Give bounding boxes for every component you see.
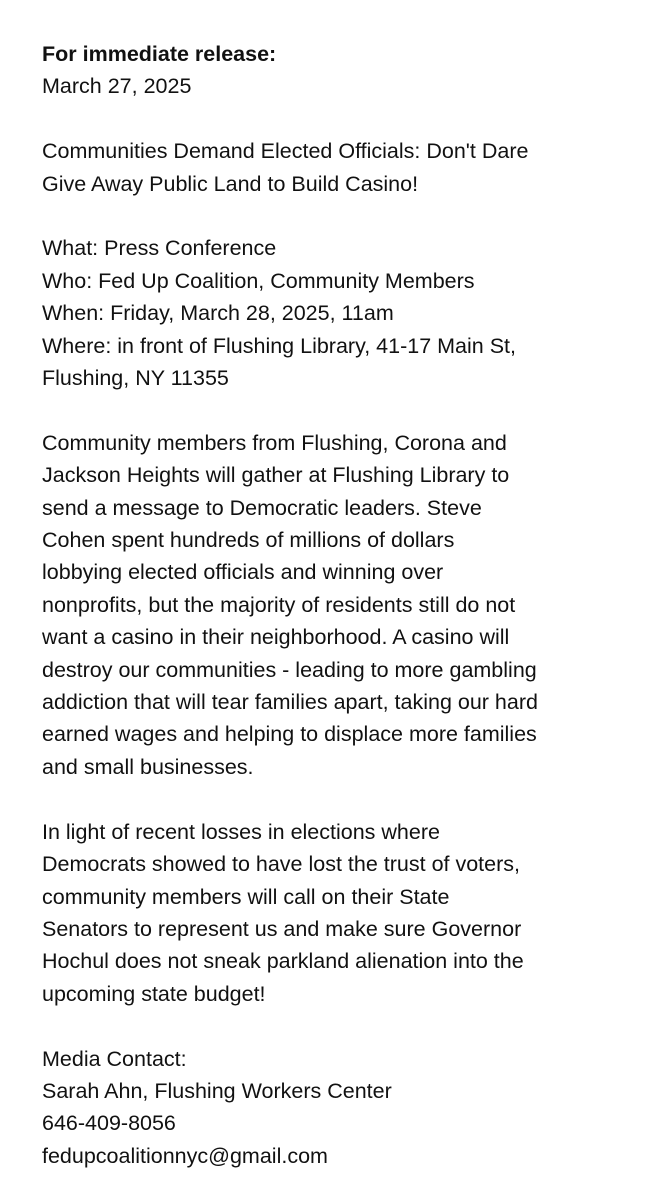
headline-line: Communities Demand Elected Officials: Don't Dare [42,139,529,164]
paragraph-line: and small businesses. [42,754,254,779]
paragraph-line: community members will call on their State [42,884,450,909]
press-release-document [42,38,647,1172]
paragraph-line: addiction that will tear families apart, taking our hard [42,690,538,715]
spacer [42,1010,647,1042]
paragraph-line: destroy our communities - leading to more gambling [42,657,537,682]
event-what: What: Press Conference [42,236,277,261]
spacer [42,394,647,426]
paragraph-line: earned wages and helping to displace more families [42,722,537,747]
contact-heading: Media Contact: [42,1046,187,1071]
headline [42,135,647,200]
spacer [42,200,647,232]
spacer [42,783,647,815]
paragraph-line: want a casino in their neighborhood. A casino will [42,625,510,650]
paragraph-line: In light of recent losses in elections where [42,819,440,844]
paragraph-line: Democrats showed to have lost the trust of voters, [42,852,520,877]
event-where: Flushing, NY 11355 [42,366,229,391]
event-who: Who: Fed Up Coalition, Community Members [42,268,475,293]
event-details [42,232,647,394]
paragraph-line: lobbying elected officials and winning over [42,560,444,585]
event-when: When: Friday, March 28, 2025, 11am [42,301,394,326]
event-where: Where: in front of Flushing Library, 41-17 Main St, [42,333,517,358]
paragraph-line: nonprofits, but the majority of residents still do not [42,592,516,617]
release-date: March 27, 2025 [42,74,192,99]
paragraph-line: Cohen spent hundreds of millions of dollars [42,528,455,553]
paragraph-line: upcoming state budget! [42,981,266,1006]
headline-line: Give Away Public Land to Build Casino! [42,171,419,196]
paragraph-line: Community members from Flushing, Corona and [42,430,507,455]
release-heading: For immediate release: [42,42,277,66]
paragraph-line: Senators to represent us and make sure Governor [42,916,522,941]
contact-phone: 646-409-8056 [42,1111,176,1136]
spacer [42,103,647,135]
media-contact [42,1043,647,1173]
contact-email: fedupcoalitionnyc@gmail.com [42,1143,328,1168]
paragraph-line: Hochul does not sneak parkland alienation into the [42,949,524,974]
body-paragraph-2 [42,816,647,1010]
paragraph-line: send a message to Democratic leaders. Steve [42,495,482,520]
contact-name: Sarah Ahn, Flushing Workers Center [42,1078,392,1103]
paragraph-line: Jackson Heights will gather at Flushing Library to [42,463,510,488]
body-paragraph-1 [42,427,647,783]
